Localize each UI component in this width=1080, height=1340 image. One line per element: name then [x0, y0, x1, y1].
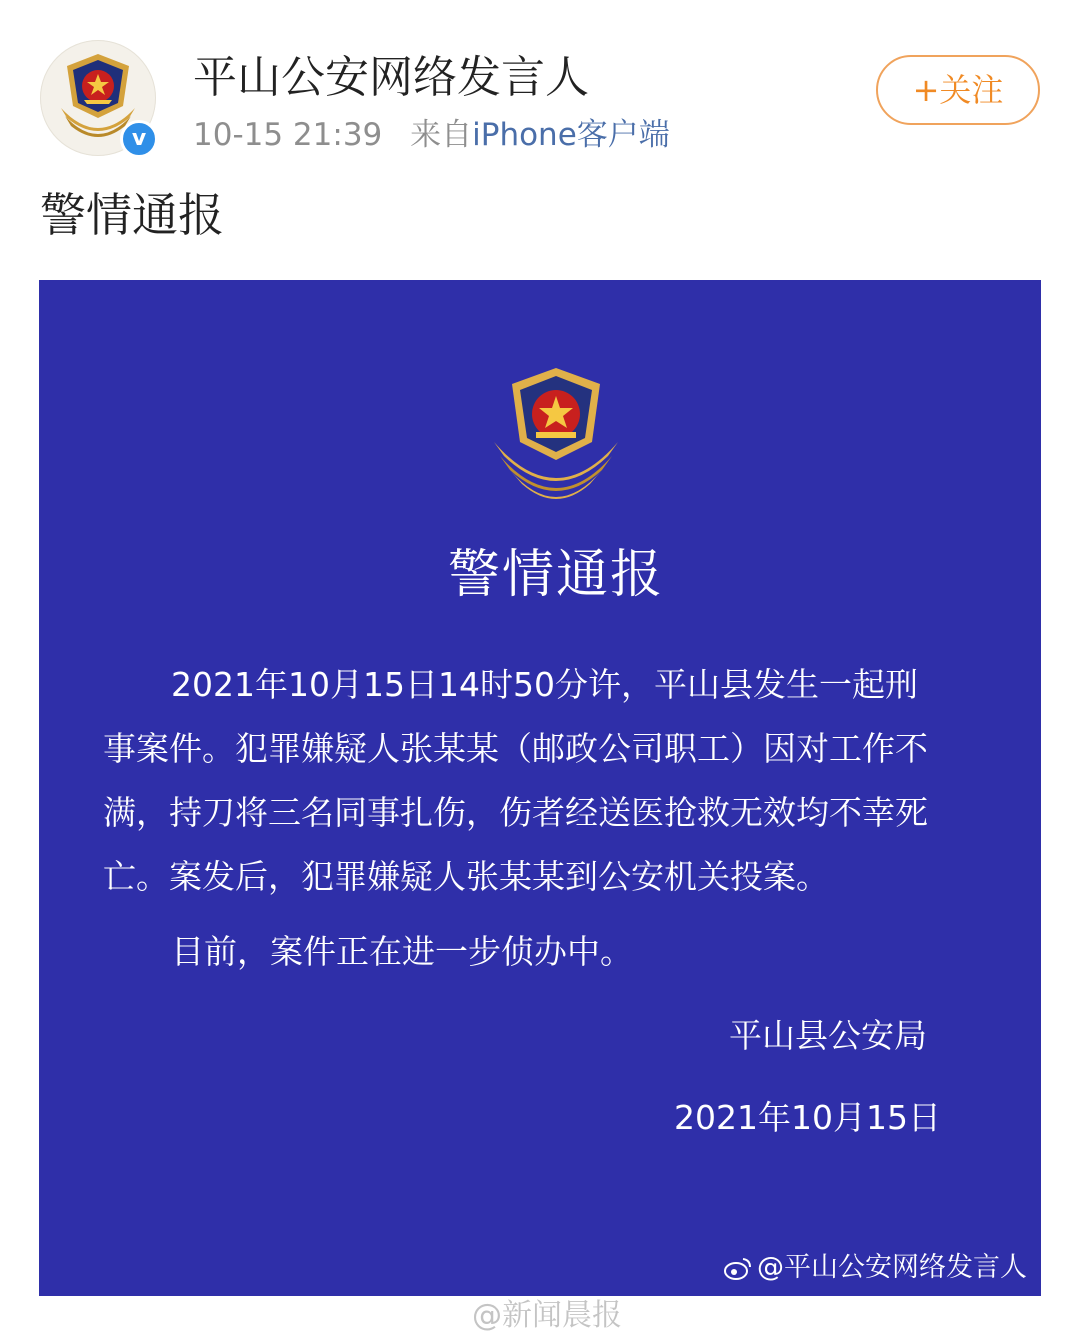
notice-status: 目前，案件正在进一步侦办中。	[171, 932, 633, 971]
notice-body: 2021年10月15日14时50分许，平山县发生一起刑事案件。犯罪嫌疑人张某某（邮政公司职工）因对工作不满，持刀将三名同事扎伤，伤者经送医抢救无效均不幸死亡。案发后，犯罪嫌疑人张某某到公安机关投案。	[103, 665, 928, 896]
notice-issuer: 平山县公安局	[729, 1016, 927, 1055]
notice-image[interactable]	[39, 280, 1041, 1296]
outer-watermark: @新闻晨报	[472, 1298, 622, 1333]
account-name[interactable]: 平山公安网络发言人	[193, 52, 589, 103]
post-meta	[193, 114, 670, 156]
image-watermark	[723, 1248, 1027, 1288]
source-prefix: 来自	[410, 117, 473, 153]
follow-button[interactable]: +关注	[876, 55, 1040, 125]
image-watermark-text: @平山公安网络发言人	[757, 1252, 1027, 1283]
verified-badge-icon: v	[120, 120, 158, 158]
post-source[interactable]: iPhone客户端	[472, 117, 670, 153]
police-emblem-icon	[484, 364, 628, 500]
notice-date: 2021年10月15日	[674, 1098, 941, 1137]
post-text: 警情通报	[40, 188, 224, 242]
weibo-logo-icon	[723, 1256, 753, 1280]
post-time: 10-15 21:39	[193, 117, 383, 153]
notice-title: 警情通报	[447, 545, 664, 605]
